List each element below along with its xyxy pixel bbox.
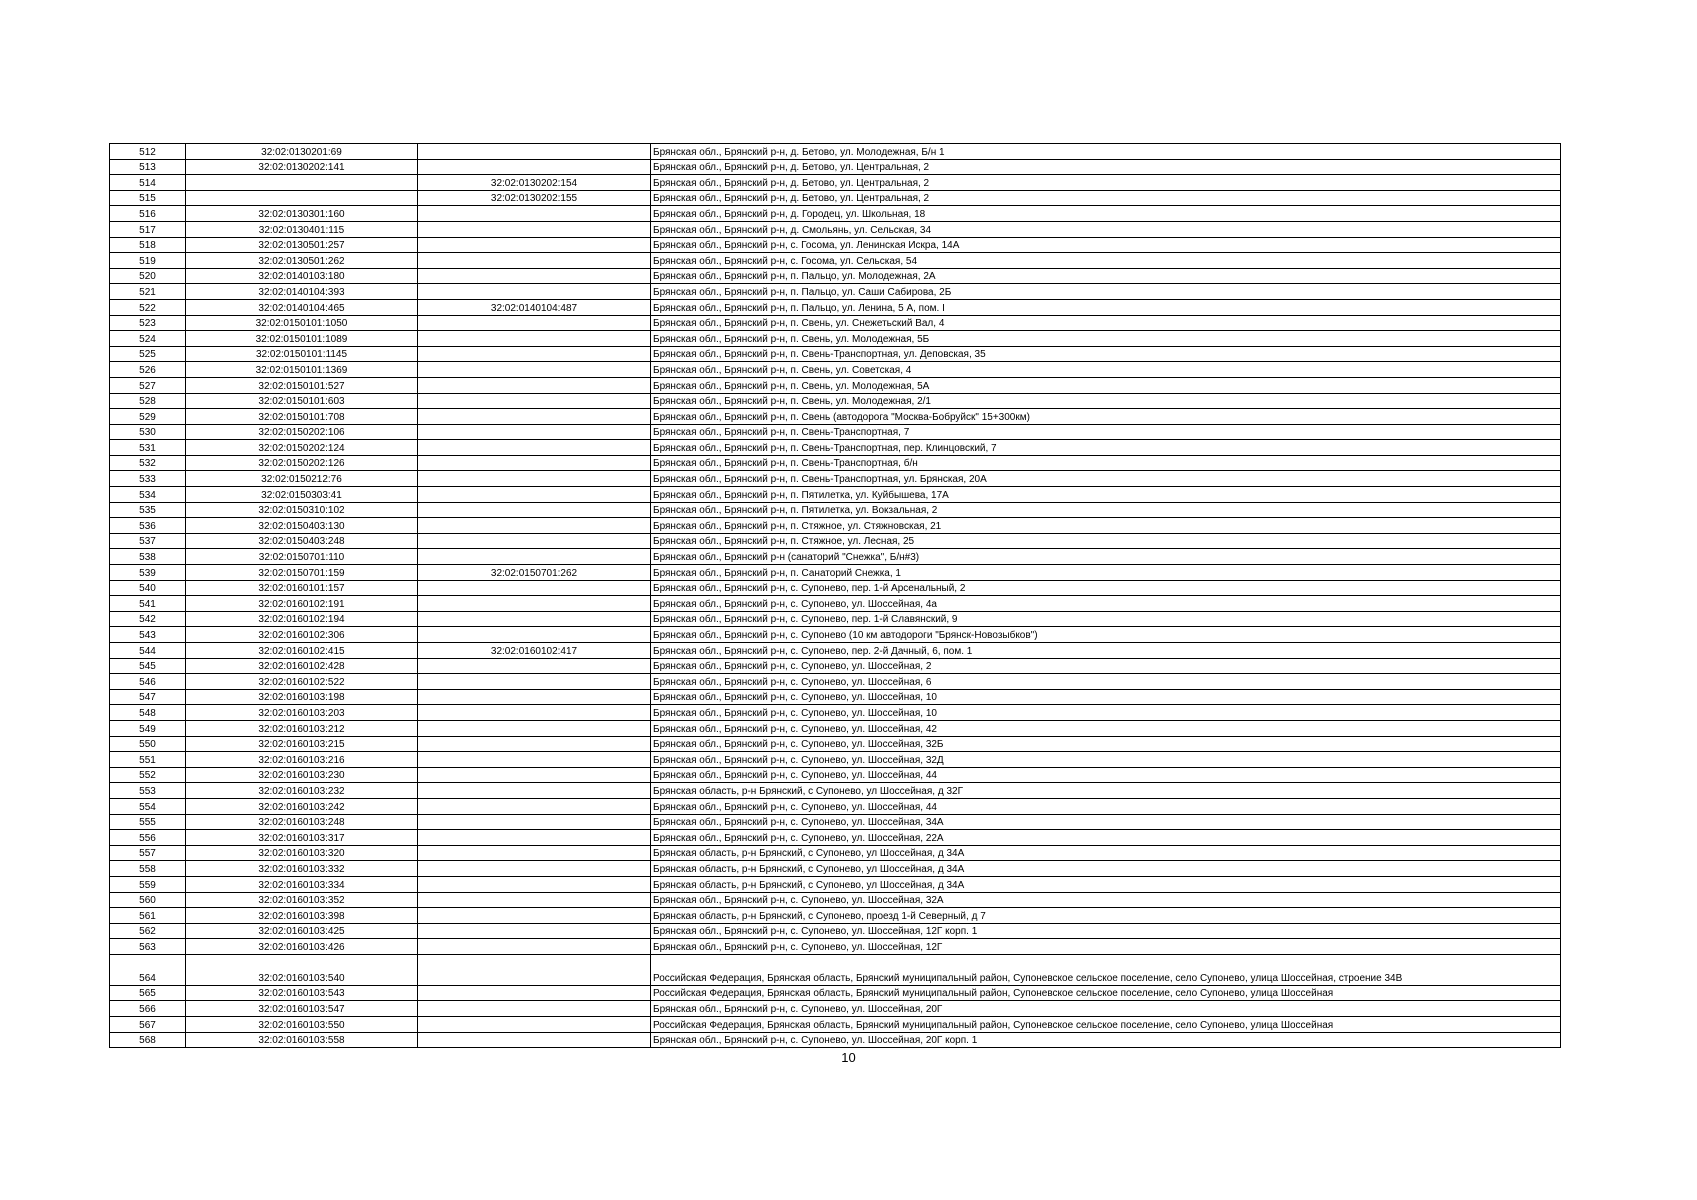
- related-number-cell: 32:02:0130202:154: [418, 175, 651, 191]
- address-cell: Брянская обл., Брянский р-н, с. Госома, ул. Сельская, 54: [651, 253, 1561, 269]
- row-number-cell: 542: [110, 611, 186, 627]
- row-number-cell: 560: [110, 892, 186, 908]
- related-number-cell: [418, 908, 651, 924]
- address-cell: Брянская обл., Брянский р-н, п. Пятилетка, ул. Вокзальная, 2: [651, 502, 1561, 518]
- cadastral-number-cell: 32:02:0140104:393: [186, 284, 418, 300]
- table-row: [110, 596, 1561, 612]
- table-row: [110, 830, 1561, 846]
- address-cell: Брянская обл., Брянский р-н, д. Городец, ул. Школьная, 18: [651, 206, 1561, 222]
- row-number-cell: 550: [110, 736, 186, 752]
- related-number-cell: [418, 580, 651, 596]
- cadastral-number-cell: 32:02:0160103:216: [186, 752, 418, 768]
- address-cell: Брянская обл., Брянский р-н, с. Супонево, ул. Шоссейная, 20Г корп. 1: [651, 1032, 1561, 1048]
- row-number-cell: 545: [110, 658, 186, 674]
- related-number-cell: [418, 923, 651, 939]
- address-cell: Брянская обл., Брянский р-н, с. Супонево, ул. Шоссейная, 4а: [651, 596, 1561, 612]
- address-cell: Брянская обл., Брянский р-н, с. Супонево, ул. Шоссейная, 6: [651, 674, 1561, 690]
- related-number-cell: [418, 393, 651, 409]
- row-number-cell: 535: [110, 502, 186, 518]
- address-cell: Брянская обл., Брянский р-н, с. Супонево, ул. Шоссейная, 44: [651, 767, 1561, 783]
- row-number-cell: 568: [110, 1032, 186, 1048]
- related-number-cell: [418, 985, 651, 1001]
- related-number-cell: [418, 892, 651, 908]
- row-number-cell: 563: [110, 939, 186, 955]
- related-number-cell: [418, 331, 651, 347]
- table-row: [110, 346, 1561, 362]
- row-number-cell: 555: [110, 814, 186, 830]
- address-cell: Брянская обл., Брянский р-н, с. Супонево, ул. Шоссейная, 10: [651, 705, 1561, 721]
- address-cell: Брянская обл., Брянский р-н, с. Супонево, ул. Шоссейная, 22А: [651, 830, 1561, 846]
- address-cell: Брянская обл., Брянский р-н, с. Супонево, ул. Шоссейная, 20Г: [651, 1001, 1561, 1017]
- cadastral-number-cell: 32:02:0130301:160: [186, 206, 418, 222]
- related-number-cell: [418, 845, 651, 861]
- address-cell: Брянская обл., Брянский р-н, с. Супонево, ул. Шоссейная, 32Д: [651, 752, 1561, 768]
- cadastral-number-cell: 32:02:0160103:198: [186, 689, 418, 705]
- table-row: [110, 440, 1561, 456]
- table-row: [110, 752, 1561, 768]
- cadastral-number-cell: 32:02:0160102:428: [186, 658, 418, 674]
- row-number-cell: 523: [110, 315, 186, 331]
- cadastral-number-cell: 32:02:0130202:141: [186, 159, 418, 175]
- cadastral-number-cell: 32:02:0160103:230: [186, 767, 418, 783]
- page-number: 10: [841, 1050, 856, 1065]
- cadastral-number-cell: 32:02:0150202:106: [186, 424, 418, 440]
- table-row: [110, 1001, 1561, 1017]
- cadastral-number-cell: 32:02:0140103:180: [186, 268, 418, 284]
- cadastral-number-cell: 32:02:0160103:540: [186, 954, 418, 985]
- cadastral-number-cell: 32:02:0160103:332: [186, 861, 418, 877]
- related-number-cell: [418, 627, 651, 643]
- table-row: [110, 876, 1561, 892]
- cadastral-number-cell: 32:02:0150101:708: [186, 409, 418, 425]
- row-number-cell: 557: [110, 845, 186, 861]
- row-number-cell: 526: [110, 362, 186, 378]
- table-row: [110, 767, 1561, 783]
- row-number-cell: 529: [110, 409, 186, 425]
- row-number-cell: 537: [110, 533, 186, 549]
- table-row: [110, 736, 1561, 752]
- table-row: [110, 954, 1561, 985]
- address-cell: Брянская обл., Брянский р-н, п. Свень (автодорога "Москва-Бобруйск" 15+300км): [651, 409, 1561, 425]
- address-cell: Брянская обл., Брянский р-н, с. Супонево, ул. Шоссейная, 12Г корп. 1: [651, 923, 1561, 939]
- address-cell: Брянская обл., Брянский р-н, п. Свень, ул. Советская, 4: [651, 362, 1561, 378]
- row-number-cell: 516: [110, 206, 186, 222]
- table-row: [110, 315, 1561, 331]
- table-row: [110, 159, 1561, 175]
- row-number-cell: 561: [110, 908, 186, 924]
- row-number-cell: 524: [110, 331, 186, 347]
- address-cell: Брянская обл., Брянский р-н, с. Супонево (10 км автодороги "Брянск-Новозыбков"): [651, 627, 1561, 643]
- cadastral-number-cell: 32:02:0160103:398: [186, 908, 418, 924]
- address-cell: Российская Федерация, Брянская область, Брянский муниципальный район, Супоневское сельское поселение, село Супонево, улица Шоссейная: [651, 1017, 1561, 1033]
- cadastral-number-cell: 32:02:0160103:543: [186, 985, 418, 1001]
- table-row: [110, 939, 1561, 955]
- table-row: [110, 409, 1561, 425]
- row-number-cell: 548: [110, 705, 186, 721]
- row-number-cell: 522: [110, 299, 186, 315]
- address-cell: Российская Федерация, Брянская область, Брянский муниципальный район, Супоневское сельское поселение, село Супонево, улица Шоссейная, строение 34В: [651, 954, 1561, 985]
- address-cell: Брянская обл., Брянский р-н, п. Свень-Транспортная, ул. Деповская, 35: [651, 346, 1561, 362]
- cadastral-number-cell: 32:02:0160103:426: [186, 939, 418, 955]
- table-row: [110, 580, 1561, 596]
- address-cell: Брянская обл., Брянский р-н, с. Супонево, пер. 2-й Дачный, 6, пом. 1: [651, 643, 1561, 659]
- table-row: [110, 985, 1561, 1001]
- related-number-cell: [418, 1017, 651, 1033]
- row-number-cell: 536: [110, 518, 186, 534]
- address-cell: Брянская обл., Брянский р-н, д. Бетово, ул. Молодежная, Б/н 1: [651, 144, 1561, 160]
- related-number-cell: [418, 611, 651, 627]
- address-cell: Брянская область, р-н Брянский, с Супонево, ул Шоссейная, д 34А: [651, 845, 1561, 861]
- address-cell: Брянская обл., Брянский р-н, с. Супонево, ул. Шоссейная, 10: [651, 689, 1561, 705]
- address-cell: Брянская обл., Брянский р-н, п. Пальцо, ул. Саши Сабирова, 2Б: [651, 284, 1561, 300]
- row-number-cell: 513: [110, 159, 186, 175]
- related-number-cell: [418, 487, 651, 503]
- row-number-cell: 554: [110, 798, 186, 814]
- row-number-cell: 540: [110, 580, 186, 596]
- table-row: [110, 268, 1561, 284]
- address-cell: Брянская обл., Брянский р-н, д. Смольянь, ул. Сельская, 34: [651, 221, 1561, 237]
- cadastral-number-cell: 32:02:0160103:203: [186, 705, 418, 721]
- related-number-cell: [418, 954, 651, 985]
- related-number-cell: [418, 720, 651, 736]
- table-row: [110, 299, 1561, 315]
- address-cell: Брянская обл., Брянский р-н, с. Супонево, ул. Шоссейная, 32А: [651, 892, 1561, 908]
- table-row: [110, 705, 1561, 721]
- address-cell: Брянская обл., Брянский р-н, п. Санаторий Снежка, 1: [651, 565, 1561, 581]
- related-number-cell: [418, 362, 651, 378]
- row-number-cell: 539: [110, 565, 186, 581]
- cadastral-number-cell: 32:02:0160103:232: [186, 783, 418, 799]
- row-number-cell: 546: [110, 674, 186, 690]
- row-number-cell: 527: [110, 377, 186, 393]
- cadastral-number-cell: 32:02:0160103:334: [186, 876, 418, 892]
- address-cell: Брянская обл., Брянский р-н, д. Бетово, ул. Центральная, 2: [651, 175, 1561, 191]
- table-row: [110, 175, 1561, 191]
- related-number-cell: [418, 221, 651, 237]
- related-number-cell: [418, 752, 651, 768]
- address-cell: Российская Федерация, Брянская область, Брянский муниципальный район, Супоневское сельское поселение, село Супонево, улица Шоссейная: [651, 985, 1561, 1001]
- related-number-cell: [418, 1032, 651, 1048]
- row-number-cell: 519: [110, 253, 186, 269]
- cadastral-number-cell: 32:02:0160101:157: [186, 580, 418, 596]
- related-number-cell: [418, 705, 651, 721]
- related-number-cell: [418, 658, 651, 674]
- cadastral-number-cell: [186, 175, 418, 191]
- cadastral-number-cell: 32:02:0160103:242: [186, 798, 418, 814]
- address-cell: Брянская обл., Брянский р-н, с. Супонево, ул. Шоссейная, 34А: [651, 814, 1561, 830]
- cadastral-number-cell: 32:02:0140104:465: [186, 299, 418, 315]
- table-row: [110, 643, 1561, 659]
- row-number-cell: 566: [110, 1001, 186, 1017]
- address-cell: Брянская обл., Брянский р-н, с. Супонево, ул. Шоссейная, 44: [651, 798, 1561, 814]
- table-row: [110, 549, 1561, 565]
- table-row: [110, 845, 1561, 861]
- cadastral-number-cell: 32:02:0150101:1050: [186, 315, 418, 331]
- property-table: [109, 143, 1561, 1048]
- related-number-cell: [418, 455, 651, 471]
- table-row: [110, 424, 1561, 440]
- row-number-cell: 530: [110, 424, 186, 440]
- related-number-cell: [418, 549, 651, 565]
- address-cell: Брянская обл., Брянский р-н, п. Свень-Транспортная, 7: [651, 424, 1561, 440]
- address-cell: Брянская обл., Брянский р-н, п. Пятилетка, ул. Куйбышева, 17А: [651, 487, 1561, 503]
- related-number-cell: [418, 518, 651, 534]
- related-number-cell: [418, 253, 651, 269]
- related-number-cell: [418, 284, 651, 300]
- related-number-cell: [418, 377, 651, 393]
- table-row: [110, 502, 1561, 518]
- address-cell: Брянская обл., Брянский р-н, п. Свень, ул. Снежетьский Вал, 4: [651, 315, 1561, 331]
- table-row: [110, 190, 1561, 206]
- table-row: [110, 923, 1561, 939]
- row-number-cell: 559: [110, 876, 186, 892]
- table-row: [110, 518, 1561, 534]
- address-cell: Брянская обл., Брянский р-н, с. Госома, ул. Ленинская Искра, 14А: [651, 237, 1561, 253]
- related-number-cell: [418, 502, 651, 518]
- table-row: [110, 471, 1561, 487]
- related-number-cell: [418, 440, 651, 456]
- row-number-cell: 541: [110, 596, 186, 612]
- cadastral-number-cell: 32:02:0150303:41: [186, 487, 418, 503]
- cadastral-number-cell: 32:02:0150701:110: [186, 549, 418, 565]
- cadastral-number-cell: 32:02:0160102:191: [186, 596, 418, 612]
- row-number-cell: 528: [110, 393, 186, 409]
- table-row: [110, 611, 1561, 627]
- row-number-cell: 525: [110, 346, 186, 362]
- row-number-cell: 531: [110, 440, 186, 456]
- row-number-cell: 534: [110, 487, 186, 503]
- cadastral-number-cell: 32:02:0160103:215: [186, 736, 418, 752]
- related-number-cell: [418, 861, 651, 877]
- cadastral-number-cell: 32:02:0150202:124: [186, 440, 418, 456]
- table-row: [110, 689, 1561, 705]
- address-cell: Брянская обл., Брянский р-н, п. Стяжное, ул. Лесная, 25: [651, 533, 1561, 549]
- related-number-cell: 32:02:0160102:417: [418, 643, 651, 659]
- related-number-cell: 32:02:0130202:155: [418, 190, 651, 206]
- address-cell: Брянская область, р-н Брянский, с Супонево, проезд 1-й Северный, д 7: [651, 908, 1561, 924]
- table-row: [110, 1017, 1561, 1033]
- table-row: [110, 377, 1561, 393]
- row-number-cell: 518: [110, 237, 186, 253]
- table-row: [110, 627, 1561, 643]
- table-row: [110, 798, 1561, 814]
- related-number-cell: [418, 1001, 651, 1017]
- cadastral-number-cell: 32:02:0160102:194: [186, 611, 418, 627]
- table-row: [110, 455, 1561, 471]
- cadastral-number-cell: 32:02:0160103:558: [186, 1032, 418, 1048]
- table-row: [110, 253, 1561, 269]
- row-number-cell: 565: [110, 985, 186, 1001]
- address-cell: Брянская обл., Брянский р-н, с. Супонево, пер. 1-й Славянский, 9: [651, 611, 1561, 627]
- related-number-cell: 32:02:0150701:262: [418, 565, 651, 581]
- row-number-cell: 515: [110, 190, 186, 206]
- cadastral-number-cell: 32:02:0160102:522: [186, 674, 418, 690]
- table-row: [110, 362, 1561, 378]
- table-row: [110, 861, 1561, 877]
- related-number-cell: [418, 830, 651, 846]
- table-row: [110, 783, 1561, 799]
- related-number-cell: [418, 471, 651, 487]
- related-number-cell: [418, 814, 651, 830]
- row-number-cell: 556: [110, 830, 186, 846]
- table-row: [110, 892, 1561, 908]
- address-cell: Брянская обл., Брянский р-н, п. Свень-Транспортная, б/н: [651, 455, 1561, 471]
- address-cell: Брянская обл., Брянский р-н, п. Свень, ул. Молодежная, 5А: [651, 377, 1561, 393]
- row-number-cell: 517: [110, 221, 186, 237]
- address-cell: Брянская обл., Брянский р-н, с. Супонево, пер. 1-й Арсенальный, 2: [651, 580, 1561, 596]
- address-cell: Брянская обл., Брянский р-н, с. Супонево, ул. Шоссейная, 42: [651, 720, 1561, 736]
- row-number-cell: 551: [110, 752, 186, 768]
- cadastral-number-cell: 32:02:0150101:1369: [186, 362, 418, 378]
- table-row: [110, 487, 1561, 503]
- related-number-cell: [418, 689, 651, 705]
- row-number-cell: 543: [110, 627, 186, 643]
- related-number-cell: [418, 237, 651, 253]
- table-row: [110, 221, 1561, 237]
- address-cell: Брянская обл., Брянский р-н, с. Супонево, ул. Шоссейная, 32Б: [651, 736, 1561, 752]
- cadastral-number-cell: 32:02:0130201:69: [186, 144, 418, 160]
- related-number-cell: [418, 596, 651, 612]
- cadastral-number-cell: 32:02:0160103:547: [186, 1001, 418, 1017]
- table-row: [110, 1032, 1561, 1048]
- related-number-cell: [418, 939, 651, 955]
- cadastral-number-cell: 32:02:0160102:306: [186, 627, 418, 643]
- row-number-cell: 538: [110, 549, 186, 565]
- address-cell: Брянская область, р-н Брянский, с Супонево, ул Шоссейная, д 34А: [651, 876, 1561, 892]
- address-cell: Брянская обл., Брянский р-н, п. Стяжное, ул. Стяжновская, 21: [651, 518, 1561, 534]
- address-cell: Брянская обл., Брянский р-н, с. Супонево, ул. Шоссейная, 12Г: [651, 939, 1561, 955]
- cadastral-number-cell: [186, 190, 418, 206]
- related-number-cell: [418, 268, 651, 284]
- address-cell: Брянская обл., Брянский р-н, п. Пальцо, ул. Молодежная, 2А: [651, 268, 1561, 284]
- related-number-cell: [418, 159, 651, 175]
- cadastral-number-cell: 32:02:0150202:126: [186, 455, 418, 471]
- address-cell: Брянская обл., Брянский р-н, п. Пальцо, ул. Ленина, 5 А, пом. I: [651, 299, 1561, 315]
- related-number-cell: [418, 798, 651, 814]
- cadastral-number-cell: 32:02:0130501:257: [186, 237, 418, 253]
- table-row: [110, 814, 1561, 830]
- row-number-cell: 549: [110, 720, 186, 736]
- cadastral-number-cell: 32:02:0150403:248: [186, 533, 418, 549]
- address-cell: Брянская обл., Брянский р-н, д. Бетово, ул. Центральная, 2: [651, 159, 1561, 175]
- row-number-cell: 552: [110, 767, 186, 783]
- address-cell: Брянская обл., Брянский р-н, с. Супонево, ул. Шоссейная, 2: [651, 658, 1561, 674]
- related-number-cell: [418, 674, 651, 690]
- related-number-cell: [418, 876, 651, 892]
- row-number-cell: 562: [110, 923, 186, 939]
- table-row: [110, 720, 1561, 736]
- table-row: [110, 144, 1561, 160]
- cadastral-number-cell: 32:02:0160103:317: [186, 830, 418, 846]
- table-row: [110, 284, 1561, 300]
- table-row: [110, 331, 1561, 347]
- related-number-cell: [418, 533, 651, 549]
- row-number-cell: 521: [110, 284, 186, 300]
- row-number-cell: 553: [110, 783, 186, 799]
- related-number-cell: [418, 346, 651, 362]
- row-number-cell: 547: [110, 689, 186, 705]
- cadastral-number-cell: 32:02:0160102:415: [186, 643, 418, 659]
- table-row: [110, 393, 1561, 409]
- row-number-cell: 514: [110, 175, 186, 191]
- address-cell: Брянская обл., Брянский р-н, п. Свень-Транспортная, пер. Клинцовский, 7: [651, 440, 1561, 456]
- table-row: [110, 206, 1561, 222]
- address-cell: Брянская область, р-н Брянский, с Супонево, ул Шоссейная, д 34А: [651, 861, 1561, 877]
- related-number-cell: 32:02:0140104:487: [418, 299, 651, 315]
- related-number-cell: [418, 783, 651, 799]
- cadastral-number-cell: 32:02:0160103:212: [186, 720, 418, 736]
- related-number-cell: [418, 736, 651, 752]
- row-number-cell: 564: [110, 954, 186, 985]
- related-number-cell: [418, 206, 651, 222]
- table-row: [110, 533, 1561, 549]
- related-number-cell: [418, 767, 651, 783]
- row-number-cell: 544: [110, 643, 186, 659]
- cadastral-number-cell: 32:02:0150101:603: [186, 393, 418, 409]
- related-number-cell: [418, 409, 651, 425]
- address-cell: Брянская обл., Брянский р-н, п. Свень-Транспортная, ул. Брянская, 20А: [651, 471, 1561, 487]
- cadastral-number-cell: 32:02:0160103:320: [186, 845, 418, 861]
- cadastral-number-cell: 32:02:0150403:130: [186, 518, 418, 534]
- table-body: [110, 144, 1561, 1048]
- table-row: [110, 908, 1561, 924]
- row-number-cell: 533: [110, 471, 186, 487]
- cadastral-number-cell: 32:02:0130401:115: [186, 221, 418, 237]
- cadastral-number-cell: 32:02:0160103:248: [186, 814, 418, 830]
- related-number-cell: [418, 424, 651, 440]
- cadastral-number-cell: 32:02:0160103:425: [186, 923, 418, 939]
- related-number-cell: [418, 315, 651, 331]
- row-number-cell: 558: [110, 861, 186, 877]
- address-cell: Брянская область, р-н Брянский, с Супонево, ул Шоссейная, д 32Г: [651, 783, 1561, 799]
- address-cell: Брянская обл., Брянский р-н, д. Бетово, ул. Центральная, 2: [651, 190, 1561, 206]
- cadastral-number-cell: 32:02:0160103:352: [186, 892, 418, 908]
- row-number-cell: 520: [110, 268, 186, 284]
- cadastral-number-cell: 32:02:0150701:159: [186, 565, 418, 581]
- address-cell: Брянская обл., Брянский р-н, п. Свень, ул. Молодежная, 5Б: [651, 331, 1561, 347]
- cadastral-number-cell: 32:02:0150310:102: [186, 502, 418, 518]
- table-row: [110, 237, 1561, 253]
- related-number-cell: [418, 144, 651, 160]
- cadastral-number-cell: 32:02:0150212:76: [186, 471, 418, 487]
- cadastral-number-cell: 32:02:0130501:262: [186, 253, 418, 269]
- cadastral-number-cell: 32:02:0150101:1089: [186, 331, 418, 347]
- cadastral-number-cell: 32:02:0150101:527: [186, 377, 418, 393]
- row-number-cell: 512: [110, 144, 186, 160]
- table-row: [110, 565, 1561, 581]
- cadastral-number-cell: 32:02:0150101:1145: [186, 346, 418, 362]
- row-number-cell: 567: [110, 1017, 186, 1033]
- address-cell: Брянская обл., Брянский р-н (санаторий "Снежка", Б/н#3): [651, 549, 1561, 565]
- table-row: [110, 674, 1561, 690]
- table-row: [110, 658, 1561, 674]
- row-number-cell: 532: [110, 455, 186, 471]
- address-cell: Брянская обл., Брянский р-н, п. Свень, ул. Молодежная, 2/1: [651, 393, 1561, 409]
- cadastral-number-cell: 32:02:0160103:550: [186, 1017, 418, 1033]
